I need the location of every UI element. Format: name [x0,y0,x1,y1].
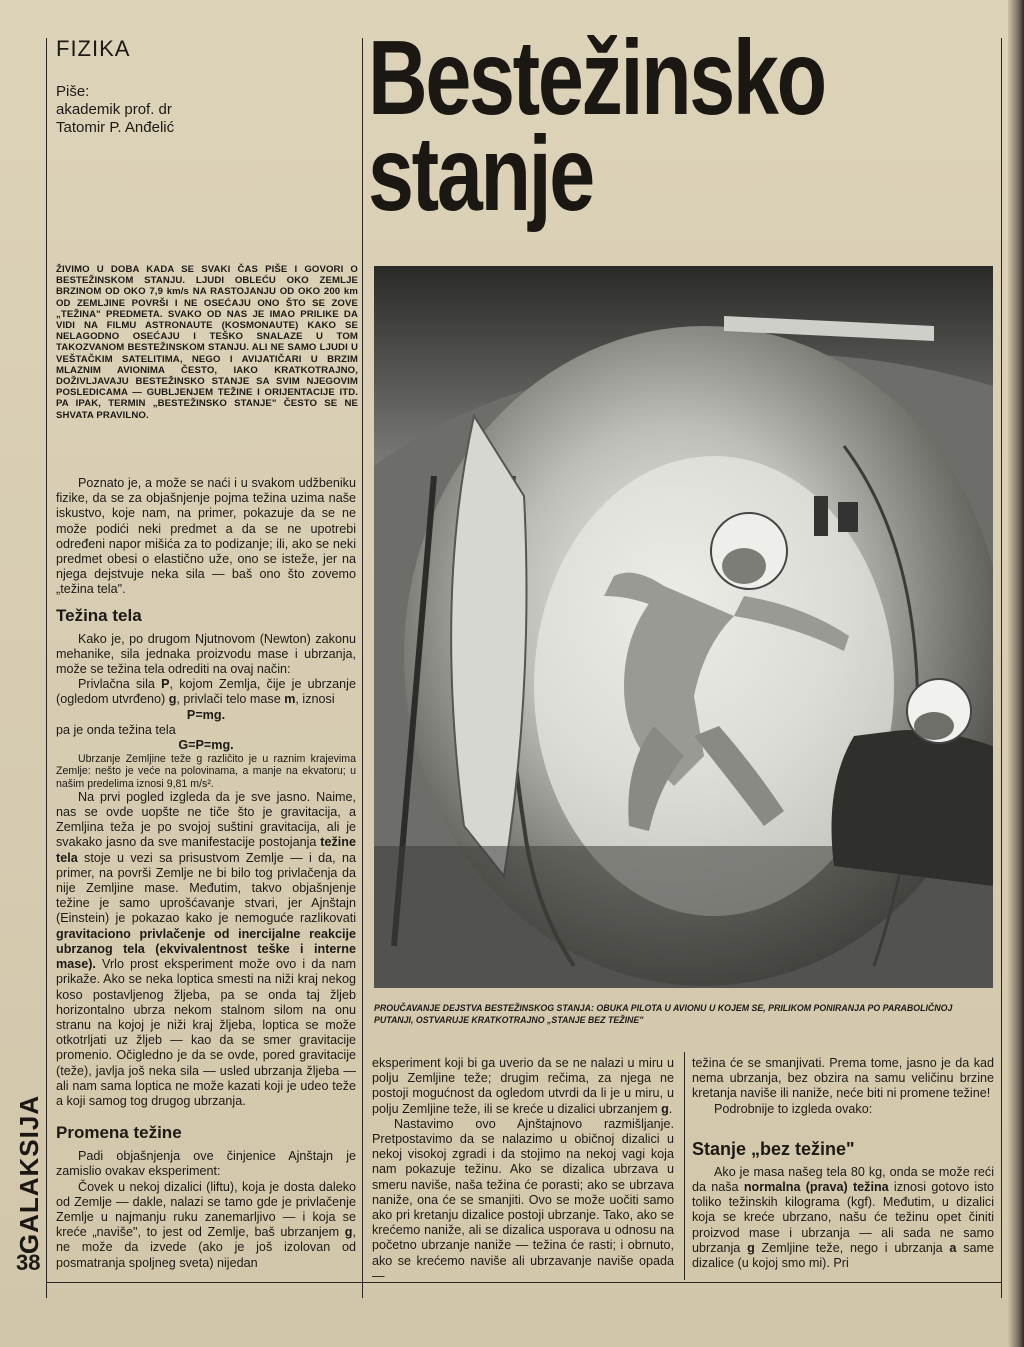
paragraph: pa je onda težina tela [56,722,176,737]
byline [56,83,256,137]
left-rule [46,38,47,1298]
column-1 [56,476,356,1271]
column-2 [372,1056,674,1284]
byline-line: Tatomir P. Anđelić [56,119,175,136]
footnote: Ubrzanje Zemljine teže g različito je u raznim krajevima Zemlje: nešto je veće na polovinama, a manje na ekvatoru; u našim predelima iznosi 9,81 m/s². [56,753,356,790]
column-divider [684,1052,685,1280]
paragraph: Nastavimo ovo Ajnštajnovo razmišljanje. Pretpostavimo da se nalazimo u običnoj dizalici u nekoj visokoj zgradi i da stojimo na nekoj vagi koja nam pokazuje težinu. Ako se dizalica ubrzava u smeru naviše, naša težina će porasti; ako se ubrzava naniže, ona će se smanjiti. Ovo se može uočiti samo ako pri kretanju dizalice postoji ubrzanje. Tako, ako se krećemo naniže, ali se dizalica usporava u odnosu na početno ubrzanje naniže — težina će rasti; i obrnuto, ako se krećemo naviše ali ubrzavanje naviše opada — [372,1116,674,1283]
article-title [368,19,825,233]
byline-line: akademik prof. dr [56,101,172,118]
title-line: Bestežinsko [368,19,825,137]
formula: P=mg. [186,707,226,722]
paragraph: Padi objašnjenja ove činjenice Ajnštajn je zamislio ovakav eksperiment: [56,1149,356,1179]
column-3 [692,1056,994,1271]
paragraph: Privlačna sila P, kojom Zemlja, čije je ubrzanje (ogledom utvrđeno) g, privlači telo mase m, iznosi [56,677,356,707]
paragraph: Na prvi pogled izgleda da je sve jasno. Naime, nas se ovde uopšte ne tiče što je gravitacija, a Zemljina teža je po svojoj suštini gravitacija, ali je svakako jasno da sve manifestacije postojanja težine tela stoje u vezi sa prisustvom Zemlje — i da, na primer, na površi Zemlje ne bi bilo tog privlačenja da nije Zemljine mase. Međutim, takvo objašnjenje težine je samo uprošćavanje stvari, jer Ajnštajn (Einstein) je pokazao kako je nemoguće razlikovati gravitaciono privlačenje od inercijalne reakcije ubrzanog tela (ekvivalentnost teške i interne mase). Vrlo prost eksperiment može ovo i da nam prikaže. Ako se neka loptica smesti na niži kraj nekog koso postavljenog žljeba, pa se onda taj žljeb horizontalno ubrza nekom stalnom silom na onu stranu na kojoj je niži kraj žljeba, loptica se može otkotrljati uz žljeb — kao da se smer gravitacije promenio. Očigledno je da se ovde, pored gravitacije (teže), javlja još neka sila — usled ubrzanja žljeba — ali nam sama loptica ne može kazati koji je udeo teže a koji samog tog drugog ubrzanja. [56,789,356,1108]
photo-illustration [374,266,993,988]
lead-paragraph: ŽIVIMO U DOBA KADA SE SVAKI ČAS PIŠE I GOVORI O BESTEŽINSKOM STANJU. LJUDI OBLEĆU OKO ZEMLJE BRZINOM OD OKO 7,9 km/s NA RASTOJANJU OD OKO 200 km OD ZEMLJINE POVRŠI I NE OSEĆAJU ONO ŠTO SE ZOVE „TEŽINA" PREDMETA. SVAKO OD NAS JE IMAO PRILIKE DA VIDI NA FILMU ASTRONAUTE (KOSMONAUTE) KAKO SE NELAGODNO OSEĆAJU I TEŠKO SNALAZE U TOM TAKOZVANOM BESTEŽINSKOM STANJU. ALI NE SAMO LJUDI U VEŠTAČKIM SATELITIMA, NEGO I AVIJATIČARI U BRZIM MLAZNIM AVIONIMA ČESTO, IAKO KRATKOTRAJNO, DOŽIVLJAVAJU BESTEŽINSKO STANJE SA SVIM NJEGOVIM POSLEDICAMA — GUBLJENJEM TEŽINE I ORIJENTACIJE ITD. PA IPAK, TERMIN „BESTEŽINSKO STANJE" ČESTO SE NE SHVATA PRAVILNO. [56,264,358,421]
page-number: 38 [16,1250,41,1275]
magazine-logo-text: GALAKSIJA [14,1094,45,1254]
page-edge [1008,0,1024,1347]
subheading-bez-tezine: Stanje „bez težine" [692,1138,855,1159]
title-line: stanje [368,115,593,233]
photo-caption: PROUČAVANJE DEJSTVA BESTEŽINSKOG STANJA: OBUKA PILOTA U AVIONU U KOJEM SE, PRILIKOM PONIRANJA PO PARABOLIČNOJ PUTANJI, OSTVARUJE KRATKOTRAJNO „STANJE BEZ TEŽINE" [374,1003,953,1025]
section-label: FIZIKA [56,36,131,61]
subheading-promena: Promena težine [56,1123,182,1143]
subheading-tezina: Težina tela [56,605,142,625]
paragraph: Ako je masa našeg tela 80 kg, onda se može reći da naša normalna (prava) težina iznosi gotovo isto toliko težinskih kilograma (kgf). Međutim, u dizalici koja se kreće ubrzano, našu će težinu opet činiti proizvod mase i ubrzanja — ali sada ne samo ubrzanja g Zemljine teže, nego i ubrzanja a same dizalice (u kojoj smo mi). Pri [692,1164,995,1271]
formula: G=P=mg. [178,738,234,753]
right-rule [1001,38,1002,1298]
weightlessness-photo [374,266,993,988]
paragraph: eksperiment koji bi ga uverio da se ne nalazi u miru u polju Zemljine teže; drugim rečima, za njega ne postoji mogućnost da ogledom utvrdi da li je u miru, u polju Zemljine teže, ili se kreće u dizalici ubrzanjem g. [372,1056,674,1116]
paragraph: Čovek u nekoj dizalici (liftu), koja je dosta daleko od Zemlje — dakle, nalazi se tamo gde je privlačenje Zemlje u najmanju ruku zanemarljivo — i koja se kreće „naviše", to jest od Zemlje, baš ubrzanjem g, ne može da izvede (ako je još izolovan od posmatranja spoljneg sveta) nijedan [56,1179,356,1270]
magazine-logo [14,1094,45,1254]
title-divider [362,38,363,1298]
paragraph: Podrobnije to izgleda ovako: [714,1101,873,1116]
paragraph: Poznato je, a može se naći i u svakom udžbeniku fizike, da se za objašnjenje pojma težina uzima naše iskustvo, koje nam, na primer, pokazuje da se ne može podići neki predmet a da se ne upotrebi određeni napor mišića za to podizanje; ili, ako se neki predmet obesi o elastično uže, ono se isteže, jer na njega dejstvuje neka sila — baš ono što zovemo „težina tela". [56,476,356,597]
paragraph: Kako je, po drugom Njutnovom (Newton) zakonu mehanike, sila jednaka proizvodu mase i ubrzanja, može se težina tela odrediti na ovaj način: [56,631,356,677]
paragraph: težina će se smanjivati. Prema tome, jasno je da kad nema ubrzanja, bez obzira na samu veličinu brzine kretanja naviše ili naniže, neće biti ni promene težine! [692,1056,994,1101]
byline-line: Piše: [56,83,90,100]
